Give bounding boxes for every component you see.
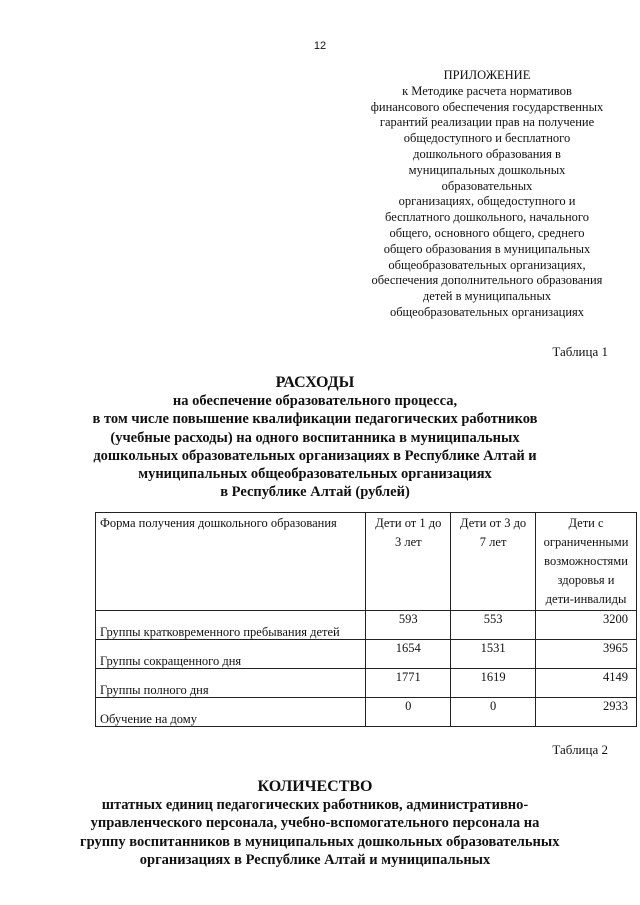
row-label: Группы полного дня [96, 669, 366, 698]
appendix-line: общего образования в муниципальных [383, 241, 591, 256]
table1-label: Таблица 1 [552, 344, 608, 359]
page-number: 12 [313, 40, 327, 52]
column-header-age-1-3: Дети от 1 до 3 лет [366, 513, 451, 611]
cell-value: 3200 [536, 611, 637, 640]
table1-heading-line: в Республике Алтай (рублей) [220, 484, 410, 501]
costs-table [95, 512, 637, 727]
table2-heading-line: управленческого персонала, учебно-вспомогательного персонала на [90, 815, 540, 832]
table2-label: Таблица 2 [552, 742, 608, 757]
cell-value: 4149 [536, 669, 637, 698]
table2-heading-line: группу воспитанников в муниципальных дошкольных образовательных [80, 833, 560, 850]
table1-heading-line: в том числе повышение квалификации педагогических работников [92, 411, 538, 428]
cell-value: 2933 [536, 698, 637, 727]
appendix-line: к Методике расчета нормативов [402, 83, 572, 98]
row-label: Группы сокращенного дня [96, 640, 366, 669]
appendix-line: бесплатного дошкольного, начального [385, 210, 589, 225]
appendix-line: общеобразовательных организациях, [388, 257, 586, 272]
table1-heading-line: дошкольных образовательных организациях в Республике Алтай и [93, 447, 537, 464]
appendix-line: общедоступного и бесплатного [403, 131, 571, 146]
table-row [96, 698, 637, 727]
cell-value: 1771 [366, 669, 451, 698]
appendix-line: организациях, общедоступного и [398, 194, 576, 209]
table-row [96, 640, 637, 669]
appendix-block [352, 68, 622, 321]
cell-value: 1531 [451, 640, 536, 669]
appendix-line: дошкольного образования в [413, 146, 561, 161]
row-label: Группы кратковременного пребывания детей [96, 611, 366, 640]
table2-heading-line: штатных единиц педагогических работников, административно- [101, 797, 529, 814]
cell-value: 0 [366, 698, 451, 727]
cell-value: 1654 [366, 640, 451, 669]
cell-value: 593 [366, 611, 451, 640]
table2-heading-line: организациях в Республике Алтай и муниципальных [139, 851, 491, 868]
appendix-line: обеспечения дополнительного образования [371, 273, 603, 288]
column-header-age-3-7: Дети от 3 до 7 лет [451, 513, 536, 611]
table-row [96, 611, 637, 640]
table2-heading-title: КОЛИЧЕСТВО [257, 778, 373, 795]
appendix-line: гарантий реализации прав на получение [379, 115, 595, 130]
appendix-line: общеобразовательных организациях [389, 304, 585, 319]
table1-heading-line: на обеспечение образовательного процесса, [172, 393, 458, 410]
cell-value: 1619 [451, 669, 536, 698]
cell-value: 553 [451, 611, 536, 640]
table1-heading [80, 374, 550, 501]
appendix-line: общего, основного общего, среднего [389, 225, 585, 240]
column-header-form: Форма получения дошкольного образования [96, 513, 366, 611]
table-header-row [96, 513, 637, 611]
table1-heading-line: муниципальных общеобразовательных организациях [138, 466, 492, 483]
table1-heading-title: РАСХОДЫ [275, 374, 355, 391]
appendix-line: финансового обеспечения государственных [370, 99, 604, 114]
table2-heading [80, 778, 560, 869]
appendix-line: образовательных [441, 178, 533, 193]
cell-value: 3965 [536, 640, 637, 669]
column-header-disabilities: Дети с ограниченными возможностями здоровья и дети-инвалиды [536, 513, 637, 611]
cell-value: 0 [451, 698, 536, 727]
appendix-line: муниципальных дошкольных [408, 162, 566, 177]
table1-heading-line: (учебные расходы) на одного воспитанника в муниципальных [110, 429, 520, 446]
table-row [96, 669, 637, 698]
appendix-line: детей в муниципальных [422, 289, 552, 304]
appendix-line: ПРИЛОЖЕНИЕ [443, 68, 531, 82]
row-label: Обучение на дому [96, 698, 366, 727]
